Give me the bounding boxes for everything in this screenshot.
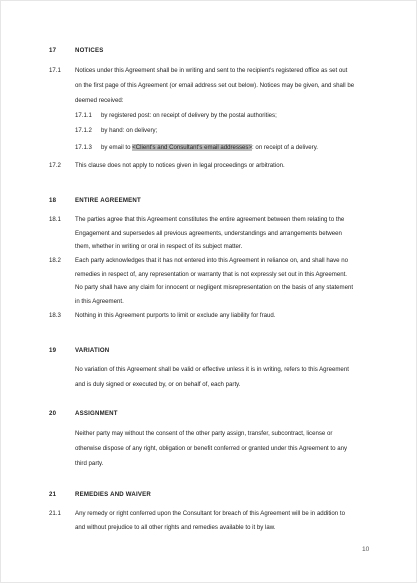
clause-line: The parties agree that this Agreement constitutes the entire agreement between them relating to the <box>75 216 345 223</box>
section-number: 17 <box>49 47 57 54</box>
clause-number: 17.2 <box>49 162 61 169</box>
section-title: NOTICES <box>75 47 104 54</box>
clause-line: and is duly signed or executed by, or on behalf of, each party. <box>75 381 241 388</box>
clause-line: and without prejudice to all other rights and remedies available to it by law. <box>75 524 276 531</box>
clause-line: in this Agreement. <box>75 298 124 305</box>
subclause-number: 17.1.1 <box>75 112 92 119</box>
subclause-text: by registered post: on receipt of delivery by the postal authorities; <box>101 112 277 119</box>
clause-line: remedies in respect of, any representation or warranty that is not expressly set out in this Agreement. <box>75 271 347 278</box>
clause-text: Nothing in this Agreement purports to limit or exclude any liability for fraud. <box>75 312 276 319</box>
subclause-text <box>101 142 371 154</box>
section-title: VARIATION <box>75 347 110 354</box>
section-number: 21 <box>49 491 57 498</box>
clause-line: No variation of this Agreement shall be valid or effective unless it is in writing, refers to this Agreement <box>75 366 349 373</box>
clause-line: Neither party may without the consent of the other party assign, transfer, subcontract, license or <box>75 430 333 437</box>
clause-line: Any remedy or right conferred upon the Consultant for breach of this Agreement will be in addition to <box>75 510 345 517</box>
section-title: ASSIGNMENT <box>75 410 118 417</box>
clause-line: Notices under this Agreement shall be in writing and sent to the recipient's registered office as set out <box>75 67 348 74</box>
clause-line: Each party acknowledges that it has not entered into this Agreement in reliance on, and shall have no <box>75 257 349 264</box>
clause-line: deemed received: <box>75 97 124 104</box>
section-number: 19 <box>49 347 57 354</box>
clause-line: them, whether in writing or oral in respect of its subject matter. <box>75 243 243 250</box>
clause-line: on the first page of this Agreement (or email address set out below). Notices may be given, and shall be <box>75 82 355 89</box>
section-title: REMEDIES AND WAIVER <box>75 491 152 498</box>
clause-line: No party shall have any claim for innocent or negligent misrepresentation on the basis of any statement <box>75 284 354 291</box>
clause-line: third party. <box>75 460 104 467</box>
email-placeholder-highlight: <Client's and Consultant's email addresses> <box>132 144 253 151</box>
text-before-placeholder: by email to <box>101 144 133 151</box>
clause-line: Engagement and supersedes all previous agreements, understandings and arrangements between <box>75 230 342 237</box>
clause-number: 17.1 <box>49 67 61 74</box>
subclause-number: 17.1.2 <box>75 127 92 134</box>
text-after-placeholder: : on receipt of a delivery. <box>252 144 318 151</box>
clause-text: This clause does not apply to notices given in legal proceedings or arbitration. <box>75 162 285 169</box>
section-title: ENTIRE AGREEMENT <box>75 197 141 204</box>
clause-number: 21.1 <box>49 510 61 517</box>
clause-number: 18.2 <box>49 257 61 264</box>
subclause-text: by hand: on delivery; <box>101 127 158 134</box>
section-number: 18 <box>49 197 57 204</box>
subclause-number: 17.1.3 <box>75 144 92 151</box>
clause-line: otherwise dispose of any right, obligation or benefit conferred or granted under this Agreement to any <box>75 445 348 452</box>
page-number: 10 <box>362 546 370 553</box>
clause-number: 18.1 <box>49 216 61 223</box>
section-number: 20 <box>49 410 57 417</box>
clause-number: 18.3 <box>49 312 61 319</box>
